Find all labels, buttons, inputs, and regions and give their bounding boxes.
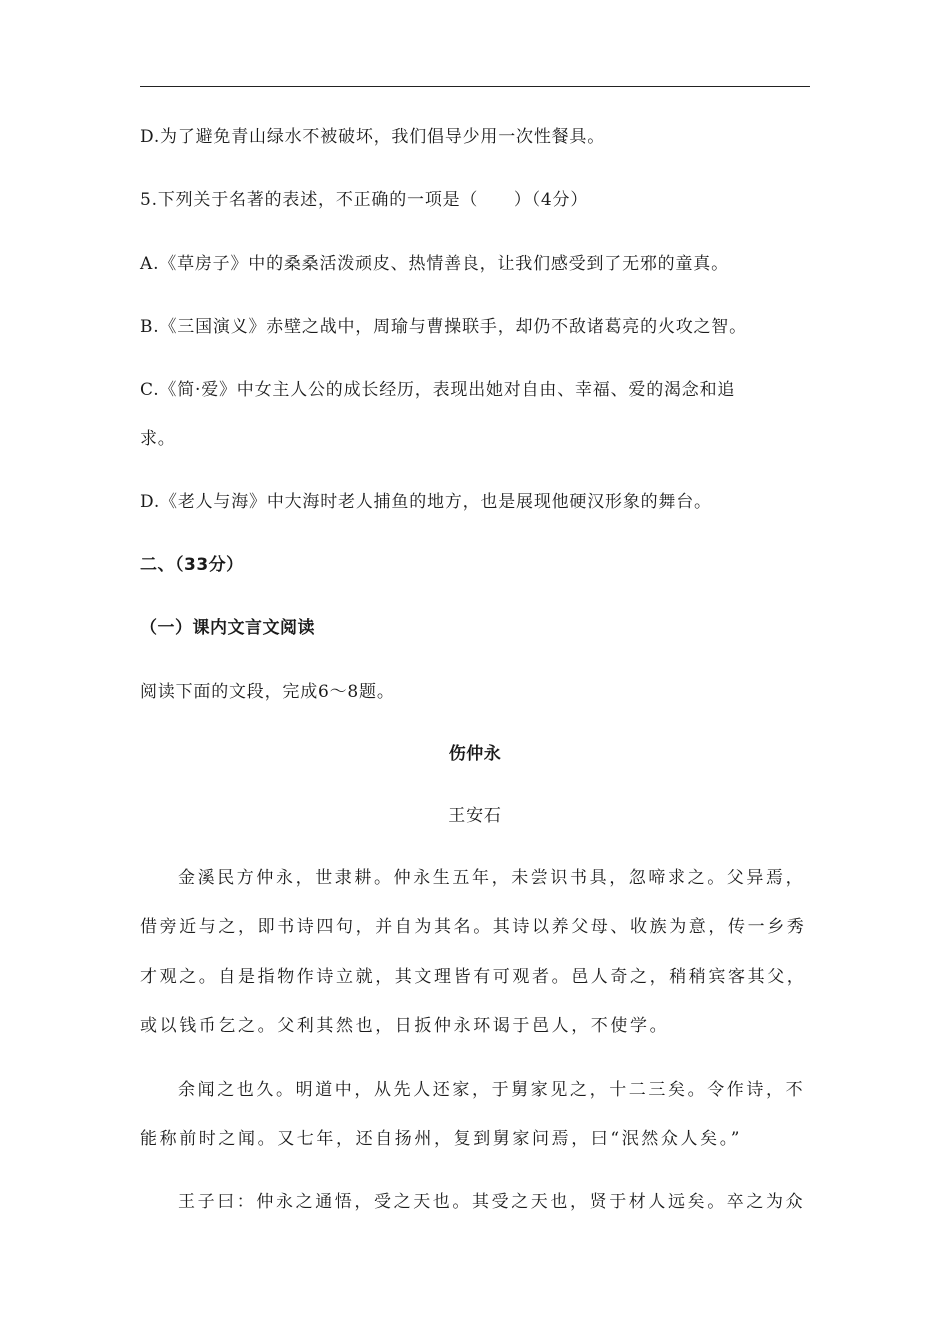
paragraph-2-line-1: 余闻之也久。明道中，从先人还家，于舅家见之，十二三矣。令作诗，不 <box>178 1080 806 1100</box>
question-5: 5.下列关于名著的表述，不正确的一项是（ ）（4分） <box>140 190 589 210</box>
q5-option-c-line2: 求。 <box>140 429 176 449</box>
section-heading: 二、（33分） <box>140 555 244 575</box>
paragraph-1-line-3: 才观之。自是指物作诗立就，其文理皆有可观者。邑人奇之，稍稍宾客其父， <box>140 967 807 987</box>
subsection-heading: （一）课内文言文阅读 <box>140 618 315 638</box>
q4-option-d: D.为了避免青山绿水不被破坏，我们倡导少用一次性餐具。 <box>140 127 606 147</box>
paragraph-3-line-1: 王子曰：仲永之通悟，受之天也。其受之天也，贤于材人远矣。卒之为众 <box>178 1192 806 1212</box>
passage-author: 王安石 <box>448 806 502 826</box>
header-rule <box>140 86 810 87</box>
q5-option-b: B.《三国演义》赤壁之战中，周瑜与曹操联手，却仍不敌诸葛亮的火攻之智。 <box>140 317 747 337</box>
q5-option-a: A.《草房子》中的桑桑活泼顽皮、热情善良，让我们感受到了无邪的童真。 <box>140 254 729 274</box>
paragraph-1-line-1: 金溪民方仲永，世隶耕。仲永生五年，未尝识书具，忽啼求之。父异焉， <box>178 868 806 888</box>
paragraph-2-line-2: 能称前时之闻。又七年，还自扬州，复到舅家问焉，曰“泯然众人矣。” <box>140 1129 743 1149</box>
paragraph-1-line-4: 或以钱币乞之。父利其然也，日扳仲永环谒于邑人，不使学。 <box>140 1016 670 1036</box>
q5-option-c-line1: C.《简·爱》中女主人公的成长经历，表现出她对自由、幸福、爱的渴念和追 <box>140 380 736 400</box>
q5-option-d: D.《老人与海》中大海时老人捕鱼的地方，也是展现他硬汉形象的舞台。 <box>140 492 712 512</box>
passage-title: 伤仲永 <box>448 744 502 764</box>
reading-instruction: 阅读下面的文段，完成6～8题。 <box>140 682 395 702</box>
paragraph-1-line-2: 借旁近与之，即书诗四句，并自为其名。其诗以养父母、收族为意，传一乡秀 <box>140 917 807 937</box>
